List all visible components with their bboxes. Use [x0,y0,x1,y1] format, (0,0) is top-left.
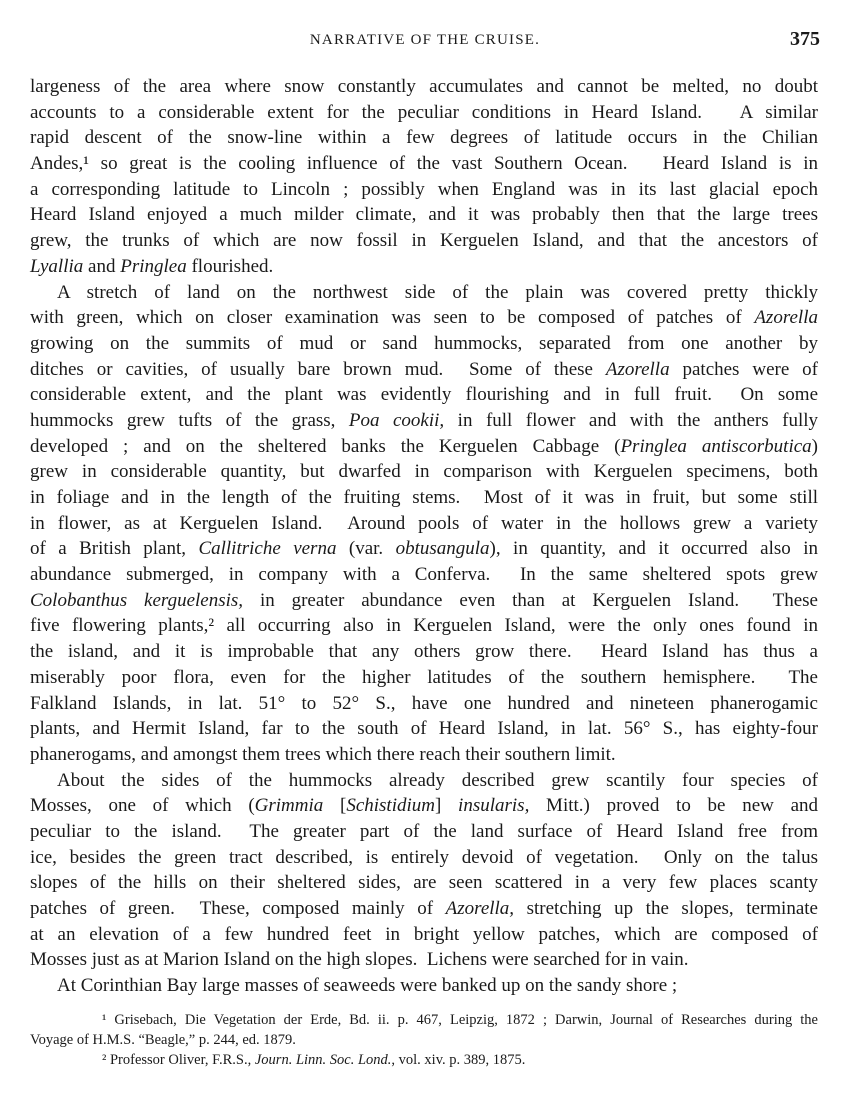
text-line [30,408,818,434]
text-run: in full flower and with the anthers fully [444,409,819,431]
text-line [30,973,818,999]
text-line [30,100,818,126]
text-run: slopes of the hills on their sheltered sides, are seen scattered in a very few places scanty [30,872,818,894]
italic-text-run: Azorella, [445,898,515,919]
italic-text-run: Callitriche verna [198,538,337,560]
text-line [30,357,818,383]
text-line [30,151,818,177]
text-line [30,511,818,537]
italic-text-run: Lyallia [30,255,84,277]
text-run: growing on the summits of mud or sand hummocks, separated from one another by [30,332,818,354]
text-run: five flowering plants,² all occurring also in Kerguelen Island, were the only ones found in [30,615,818,637]
text-line [30,742,818,768]
italic-text-run: Colobanthus kerguelensis, [30,589,244,611]
text-run: abundance submerged, in company with a Conferva. In the same sheltered spots grew [30,564,818,586]
text-run: in foliage and in the length of the fruiting stems. Most of it was in fruit, but some still [30,487,818,508]
text-line [30,1030,818,1050]
text-run: grew in considerable quantity, but dwarfed in comparison with Kerguelen specimens, both [30,461,818,483]
text-line [30,613,818,639]
text-run: Voyage of H.M.S. “Beagle,” p. 244, ed. 1879. [30,1032,296,1048]
text-run: considerable extent, and the plant was evidently flourishing and in full fruit. On some [30,384,818,406]
italic-text-run: Pringlea [120,255,187,277]
text-run: ¹ Grisebach, Die Vegetation der Erde, Bd. ii. p. 467, Leipzig, 1872 ; Darwin, Journal of Researches during the [102,1012,818,1028]
italic-text-run: obtusangula [395,538,490,560]
text-run: hummocks grew tufts of the grass, [30,409,349,431]
text-line [30,793,818,819]
text-run: in flower, as at Kerguelen Island. Around pools of water in the hollows grew a variety [30,512,818,534]
text-line [30,434,818,460]
text-run: patches of green. These, composed mainly of [30,898,446,919]
text-line [30,177,818,203]
text-run: ) [811,435,818,457]
text-run: At Corinthian Bay large masses of seaweeds were banked up on the sandy shore ; [57,975,678,997]
text-run: Heard Island enjoyed a much milder climate, and it was probably then that the large trees [30,204,818,226]
text-line [30,716,818,742]
text-run: miserably poor flora, even for the higher latitudes of the southern hemisphere. The [30,666,818,688]
text-line [30,665,818,691]
text-run: at an elevation of a few hundred feet in bright yellow patches, which are composed of [30,923,818,945]
text-run: stretching up the slopes, terminate [514,898,818,919]
text-line [30,947,818,973]
text-run: peculiar to the island. The greater part of the land surface of Heard Island free from [30,820,818,842]
text-run: About the sides of the hummocks already described grew scantily four species of [57,769,818,791]
text-run: Mitt.) proved to be new and [529,795,819,817]
text-run: ditches or cavities, of usually bare brown mud. Some of these [30,358,606,380]
text-line [30,485,818,511]
text-run: ), in quantity, and it occurred also in [489,538,818,560]
paragraph [30,280,818,768]
running-title: NARRATIVE OF THE CRUISE. [309,32,541,48]
text-run: ² Professor Oliver, F.R.S., [102,1052,255,1068]
footnote [30,1050,818,1070]
italic-text-run: Azorella [754,307,818,329]
text-run: largeness of the area where snow constantly accumulates and cannot be melted, no doubt [30,76,818,97]
text-run: and [83,255,121,277]
text-line [30,459,818,485]
text-run: (var. [336,538,396,560]
text-run: Andes,¹ so great is the cooling influence of the vast Southern Ocean. Heard Island is in [30,153,818,175]
text-run: ice, besides the green tract described, is entirely devoid of vegetation. Only on the talus [30,846,818,868]
text-line [30,1010,818,1030]
text-line [30,845,818,871]
paragraph [30,973,818,999]
text-line [30,228,818,254]
text-line [30,74,818,100]
footnotes [30,1010,818,1070]
text-line [30,305,818,331]
text-line [30,562,818,588]
text-line [30,1050,818,1070]
text-run: ] [435,795,459,817]
text-run: plants, and Hermit Island, far to the south of Heard Island, in lat. 56° S., has eighty-four [30,718,818,740]
text-run: [ [323,795,347,817]
italic-text-run: Journ. Linn. Soc. Lond. [254,1052,392,1068]
text-run: the island, and it is improbable that any others grow there. Heard Island has thus a [30,641,818,663]
text-run: Mosses, one of which ( [30,795,255,817]
text-run: developed ; and on the sheltered banks the Kerguelen Cabbage ( [30,435,621,457]
text-line [30,819,818,845]
text-run: of a British plant, [30,538,199,560]
text-line [30,536,818,562]
paragraph [30,74,818,280]
text-run: patches were of [669,358,818,380]
text-line [30,896,818,922]
text-run: grew, the trunks of which are now fossil in Kerguelen Island, and that the ancestors of [30,230,818,252]
text-line [30,691,818,717]
text-run: Mosses just as at Marion Island on the high slopes. Lichens were searched for in vain. [30,949,689,971]
text-line [30,280,818,306]
text-line [30,922,818,948]
footnote [30,1010,818,1050]
text-run: A stretch of land on the northwest side of the plain was covered pretty thickly [57,281,818,303]
text-line [30,331,818,357]
text-line [30,202,818,228]
text-run: flourished. [186,255,274,277]
page-header [30,28,820,54]
italic-text-run: Azorella [605,358,670,380]
text-run: accounts to a considerable extent for the peculiar conditions in Heard Island. A similar [30,101,818,123]
text-line [30,768,818,794]
text-line [30,870,818,896]
text-line [30,125,818,151]
text-line [30,639,818,665]
text-run: in greater abundance even than at Kerguelen Island. These [243,589,818,611]
text-run: a corresponding latitude to Lincoln ; possibly when England was in its last glacial epoch [30,178,818,200]
text-line [30,588,818,614]
page-number: 375 [790,28,820,50]
italic-text-run: insularis, [458,795,530,817]
italic-text-run: Schistidium [346,795,435,817]
paragraph [30,768,818,974]
body-text [30,74,818,999]
italic-text-run: Poa cookii, [348,409,445,431]
text-line [30,254,818,280]
text-run: , vol. xiv. p. 389, 1875. [391,1052,526,1068]
italic-text-run: Pringlea antiscorbutica [620,435,812,457]
text-run: Falkland Islands, in lat. 51° to 52° S., have one hundred and nineteen phanerogamic [30,692,818,714]
italic-text-run: Grimmia [254,795,324,817]
text-run: with green, which on closer examination was seen to be composed of patches of [30,307,755,329]
text-run: phanerogams, and amongst them trees which there reach their southern limit. [30,743,616,765]
text-run: rapid descent of the snow-line within a few degrees of latitude occurs in the Chilian [30,127,818,149]
text-line [30,382,818,408]
